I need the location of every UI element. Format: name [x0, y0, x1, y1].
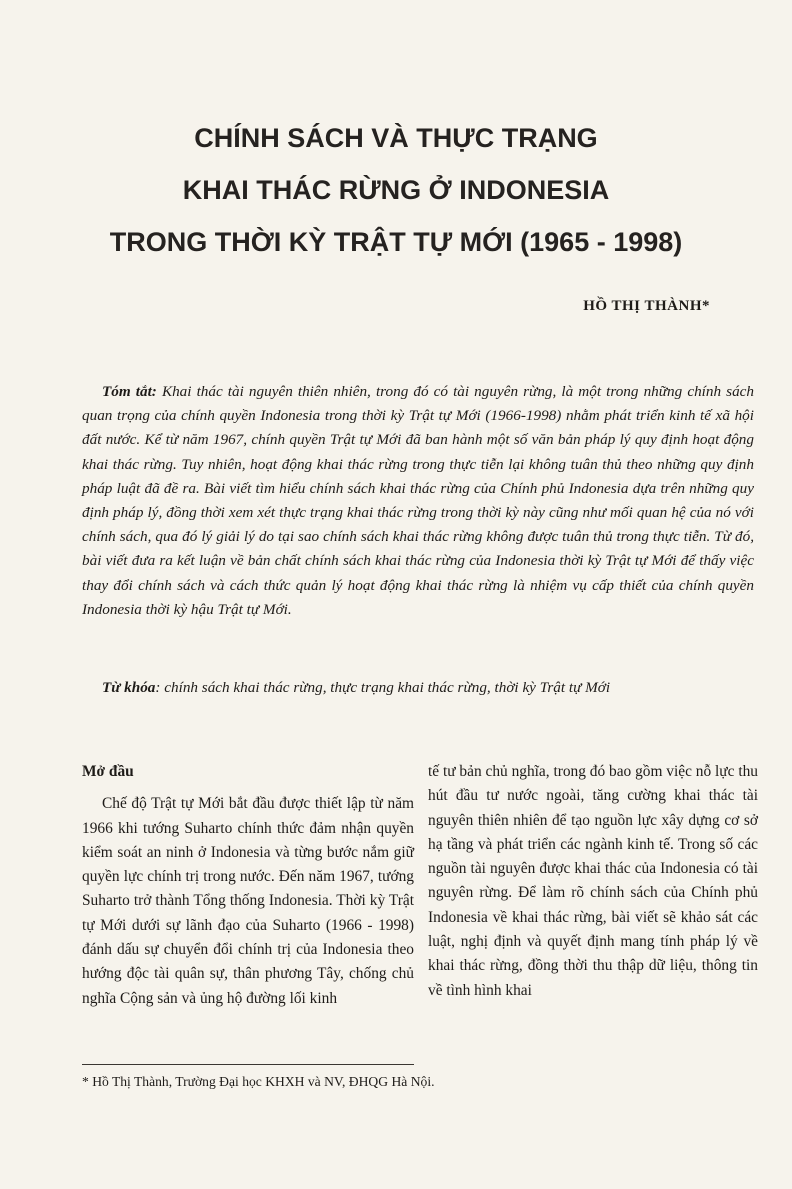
abstract-text: Khai thác tài nguyên thiên nhiên, trong đó có tài nguyên rừng, là một trong những chính sách quan trọng của chính quyền Indonesia trong thời kỳ Trật tự Mới (1966-1998) nhằm phát triển kinh tế xã hội đất nước. Kể từ năm 1967, chính quyền Trật tự Mới đã ban hành một số văn bản pháp lý quy định hoạt động khai thác rừng. Tuy nhiên, hoạt động khai thác rừng trong thực tiễn lại không tuân thủ theo những quy định pháp luật đã đề ra. Bài viết tìm hiểu chính sách khai thác rừng của Chính phủ Indonesia dựa trên những quy định pháp lý, đồng thời xem xét thực trạng khai thác rừng trong thời kỳ này cũng như mối quan hệ của nó với chính sách, qua đó lý giải lý do tại sao chính sách khai thác rừng không được tuân thủ trong thực tiễn. Từ đó, bài viết đưa ra kết luận về bản chất chính sách khai thác rừng của Indonesia thời kỳ Trật tự Mới để thấy việc thay đổi chính sách và cách thức quản lý hoạt động khai thác rừng là nhiệm vụ cấp thiết của chính quyền Indonesia thời kỳ hậu Trật tự Mới.: [82, 383, 754, 618]
keywords: [82, 676, 754, 700]
body-paragraph: Chế độ Trật tự Mới bắt đầu được thiết lập từ năm 1966 khi tướng Suharto chính thức đảm nhận quyền kiểm soát an ninh ở Indonesia và từng bước nắm giữ quyền lực chính trị trong nước. Đến năm 1967, tướng Suharto trở thành Tổng thống Indonesia. Thời kỳ Trật tự Mới dưới sự lãnh đạo của Suharto (1966 - 1998) đánh dấu sự chuyển đổi chính trị của Indonesia theo hướng độc tài quân sự, thân phương Tây, chống chủ nghĩa Cộng sản và ủng hộ đường lối kinh: [82, 795, 414, 1007]
abstract-label: Tóm tắt:: [102, 383, 157, 400]
title-line-1: CHÍNH SÁCH VÀ THỰC TRẠNG: [194, 123, 598, 153]
body-paragraph-continued: tế tư bản chủ nghĩa, trong đó bao gồm việc nỗ lực thu hút đầu tư nước ngoài, tăng cường khai thác tài nguyên thiên nhiên để tạo nguồn lực xây dựng cơ sở hạ tầng và phát triển các ngành kinh tế. Trong số các nguồn tài nguyên được khai thác của Indonesia có tài nguyên rừng. Để làm rõ chính sách của Chính phủ Indonesia về khai thác rừng, bài viết sẽ khảo sát các luật, nghị định và quyết định mang tính pháp lý về khai thác rừng, đồng thời thu thập dữ liệu, thông tin về tình hình khai: [428, 763, 758, 999]
keywords-label: Từ khóa: [102, 679, 156, 696]
keywords-text: : chính sách khai thác rừng, thực trạng khai thác rừng, thời kỳ Trật tự Mới: [155, 679, 611, 696]
title-line-2: KHAI THÁC RỪNG Ở INDONESIA: [182, 175, 610, 205]
footnote: * Hồ Thị Thành, Trường Đại học KHXH và NV, ĐHQG Hà Nội.: [82, 1074, 435, 1089]
body-column-left: [82, 760, 414, 1011]
section-heading: Mở đầu: [82, 763, 134, 780]
body-column-right: [428, 760, 758, 1003]
author-name: HỒ THỊ THÀNH*: [583, 298, 710, 314]
abstract: [82, 380, 754, 622]
title-line-3: TRONG THỜI KỲ TRẬT TỰ MỚI (1965 - 1998): [109, 227, 683, 257]
footnote-divider: [82, 1064, 414, 1065]
paper-title: [60, 112, 732, 268]
